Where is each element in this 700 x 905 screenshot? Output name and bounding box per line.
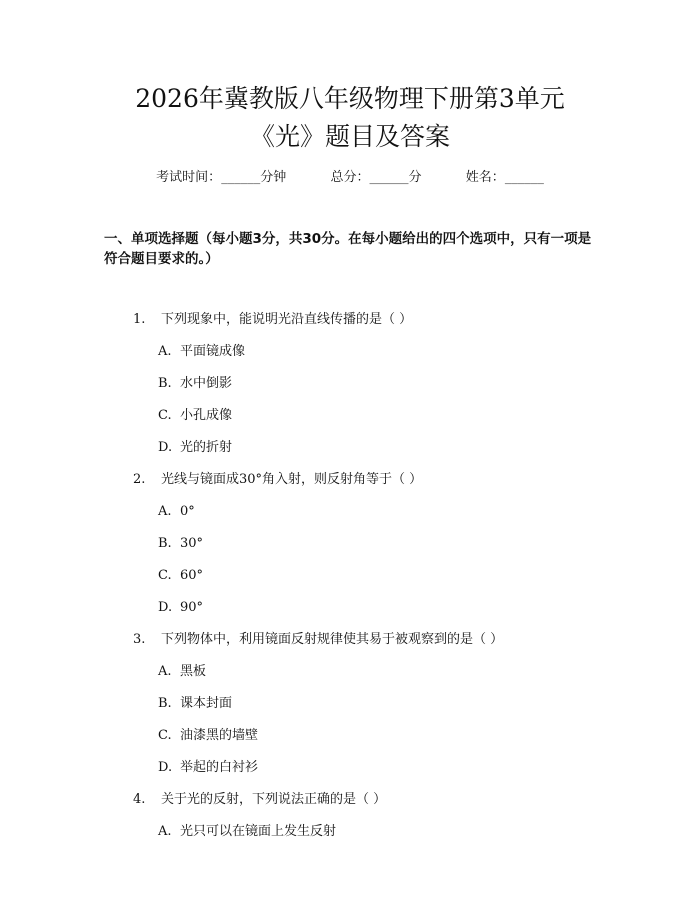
option-letter: D. [158,440,173,455]
option-text: 平面镜成像 [180,344,246,359]
option-item [158,439,232,457]
option-text: 90° [180,600,204,615]
question-number: 4. [133,792,146,807]
document-title-line1: 2026年冀教版八年级物理下册第3单元 [135,84,565,113]
option-text: 水中倒影 [180,376,233,391]
option-item [158,535,203,553]
name-blank: ______ [504,170,544,185]
option-text: 60° [180,568,204,583]
option-text: 油漆黑的墙壁 [180,728,259,743]
section-heading: 一、单项选择题（每小题3分，共30分。在每小题给出的四个选项中，只有一项是符合题目要求的。） [104,231,592,267]
option-letter: A. [158,504,172,519]
option-item [158,407,232,425]
option-item [158,823,336,841]
option-text: 30° [180,536,204,551]
option-letter: C. [158,408,172,423]
option-item [158,567,203,585]
time-label: 考试时间： [156,170,222,185]
score-label: 总分： [330,170,370,185]
question-text: 关于光的反射，下列说法正确的是（ ） [161,792,387,807]
question-item [133,471,422,489]
option-item [158,503,195,521]
option-item [158,663,206,681]
option-item [158,695,232,713]
score-unit: 分 [408,170,422,185]
option-text: 小孔成像 [180,408,233,423]
option-text: 举起的白衬衫 [180,760,259,775]
question-item [133,631,503,649]
question-text: 下列现象中，能说明光沿直线传播的是（ ） [161,312,413,327]
option-item [158,375,232,393]
question-text: 光线与镜面成30°角入射，则反射角等于（ ） [161,472,423,487]
question-text: 下列物体中，利用镜面反射规律使其易于被观察到的是（ ） [161,632,504,647]
option-letter: D. [158,760,173,775]
question-item [133,791,386,809]
option-letter: B. [158,536,172,551]
option-text: 光只可以在镜面上发生反射 [180,824,337,839]
exam-meta [0,166,700,185]
option-item [158,727,258,745]
time-blank: ______ [221,170,261,185]
name-label: 姓名： [465,170,505,185]
option-item [158,599,203,617]
option-text: 0° [180,504,195,519]
option-text: 光的折射 [180,440,233,455]
question-number: 2. [133,472,146,487]
option-item [158,759,258,777]
option-letter: B. [158,696,172,711]
option-text: 黑板 [180,664,207,679]
question-item [133,311,412,329]
question-number: 3. [133,632,146,647]
time-unit: 分钟 [260,170,287,185]
option-letter: B. [158,376,172,391]
question-number: 1. [133,312,146,327]
option-letter: A. [158,824,172,839]
option-item [158,343,245,361]
score-blank: ______ [369,170,409,185]
option-letter: A. [158,664,172,679]
option-text: 课本封面 [180,696,233,711]
option-letter: C. [158,568,172,583]
option-letter: C. [158,728,172,743]
document-title-line2: 《光》题目及答案 [249,122,450,151]
option-letter: A. [158,344,172,359]
option-letter: D. [158,600,173,615]
